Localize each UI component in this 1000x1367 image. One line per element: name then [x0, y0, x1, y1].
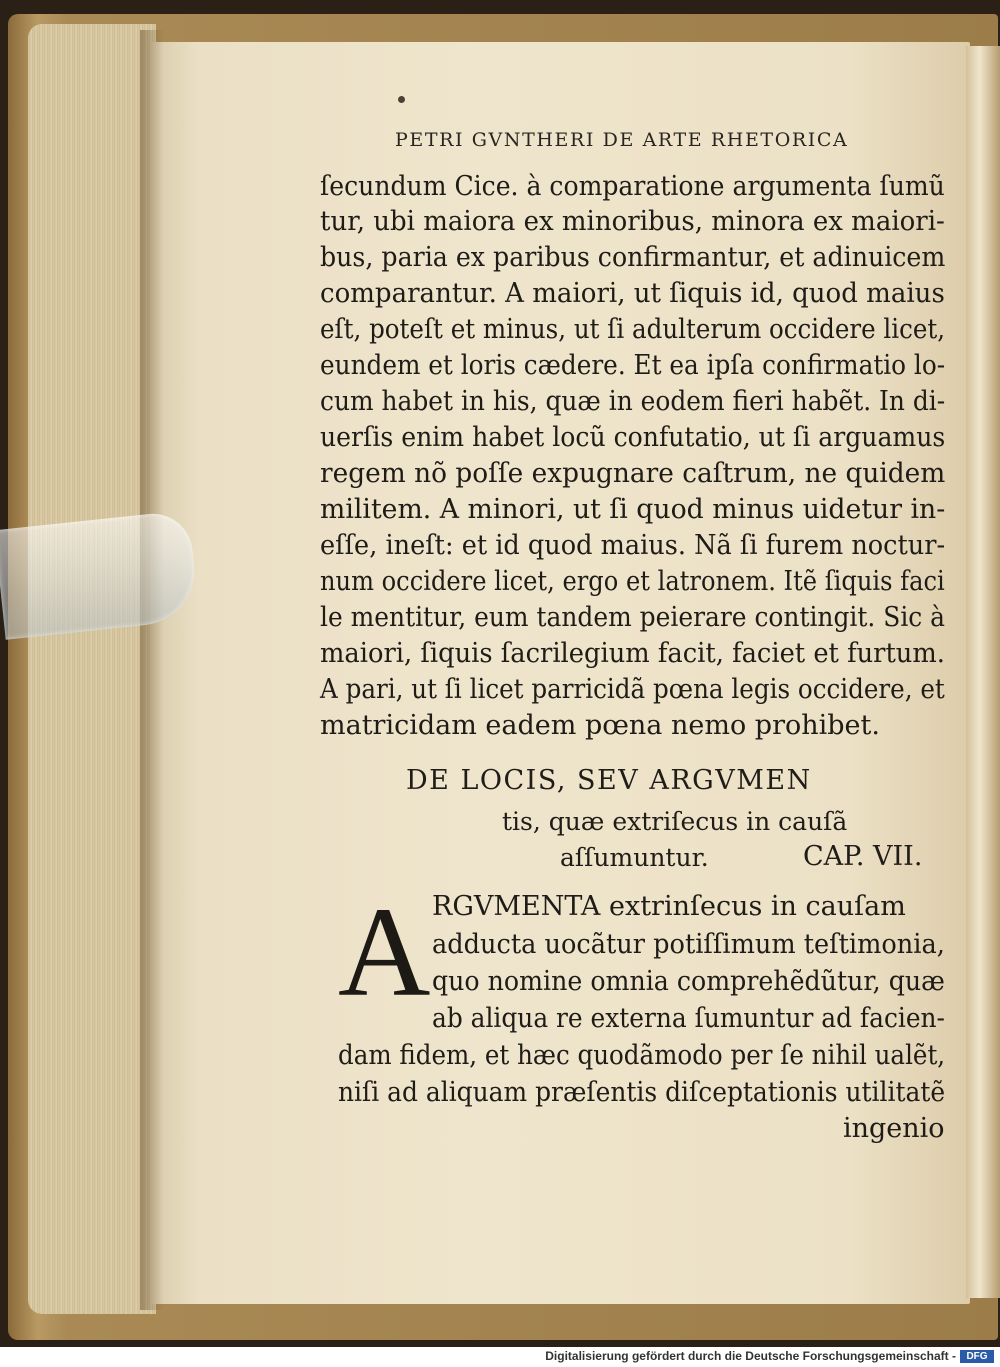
page-edges: [28, 24, 156, 1314]
catchword: ingenio: [843, 1113, 945, 1144]
chapter-line: ab aliqua re externa ſumuntur ad facien-: [432, 1003, 945, 1034]
funding-credit: Digitalisierung gefördert durch die Deutsche Forschungsgemeinschaft -: [545, 1349, 956, 1363]
body-line: matricidam eadem pœna nemo prohibet.: [320, 710, 880, 741]
spine-shadow: [140, 30, 164, 1310]
chapter-heading-line-2: tis, quæ extriſecus in cauſã: [502, 807, 848, 836]
body-line: eundem et loris cædere. Et ea ipſa confirmatio lo-: [320, 350, 946, 381]
body-line: regem nõ poſſe expugnare caſtrum, ne quidem: [320, 458, 946, 489]
ink-spot: [398, 96, 405, 103]
running-head: PETRI GVNTHERI DE ARTE RHETORICA: [395, 129, 849, 151]
body-line: le mentitur, eum tandem peierare contingit. Sic à: [320, 602, 946, 633]
drop-cap-initial: A: [338, 881, 431, 1023]
body-line: maiori, ſiquis ſacrilegium facit, faciet et furtum.: [320, 638, 945, 669]
body-line: militem. A minori, ut ſi quod minus uidetur in-: [320, 494, 946, 525]
chapter-line: adducta uocãtur potiſſimum teſtimonia,: [432, 929, 945, 960]
body-line: uerſis enim habet locũ confutatio, ut ſi arguamus: [320, 422, 946, 453]
facing-page-edge: [966, 46, 1000, 1298]
chapter-heading-line-1: DE LOCIS, SEV ARGVMEN: [406, 765, 812, 796]
body-line: eſt, poteſt et minus, ut ſi adulterum occidere licet,: [320, 314, 946, 345]
body-line: comparantur. A maiori, ut ſiquis id, quod maius: [320, 278, 945, 309]
chapter-line: RGVMENTA extrinſecus in cauſam: [432, 891, 906, 922]
footer-bar: [0, 1347, 1000, 1367]
body-line: A pari, ut ſi licet parricidã pœna legis occidere, et: [320, 674, 945, 705]
chapter-number: CAP. VII.: [803, 841, 923, 872]
chapter-heading-line-3: aſſumuntur.: [560, 843, 709, 872]
body-line: tur, ubi maiora ex minoribus, minora ex maiori-: [320, 206, 945, 237]
body-line: bus, paria ex paribus confirmantur, et adinuicem: [320, 242, 946, 273]
body-line: cum habet in his, quæ in eodem fieri habẽt. In di-: [320, 386, 946, 417]
body-line: num occidere licet, ergo et latronem. Itẽ ſiquis faci: [320, 566, 945, 597]
dfg-logo: DFG: [960, 1350, 994, 1363]
chapter-line: dam fidem, et hæc quodãmodo per ſe nihil ualẽt,: [338, 1040, 946, 1071]
body-line: ſecundum Cice. à comparatione argumenta ſumũ: [320, 171, 945, 202]
chapter-line: niſi ad aliquam præſentis diſceptationis utilitatẽ: [338, 1077, 946, 1108]
body-line: eſſe, ineſt: et id quod maius. Nã ſi furem noctur-: [320, 530, 946, 561]
chapter-line: quo nomine omnia comprehẽdũtur, quæ: [432, 966, 945, 997]
